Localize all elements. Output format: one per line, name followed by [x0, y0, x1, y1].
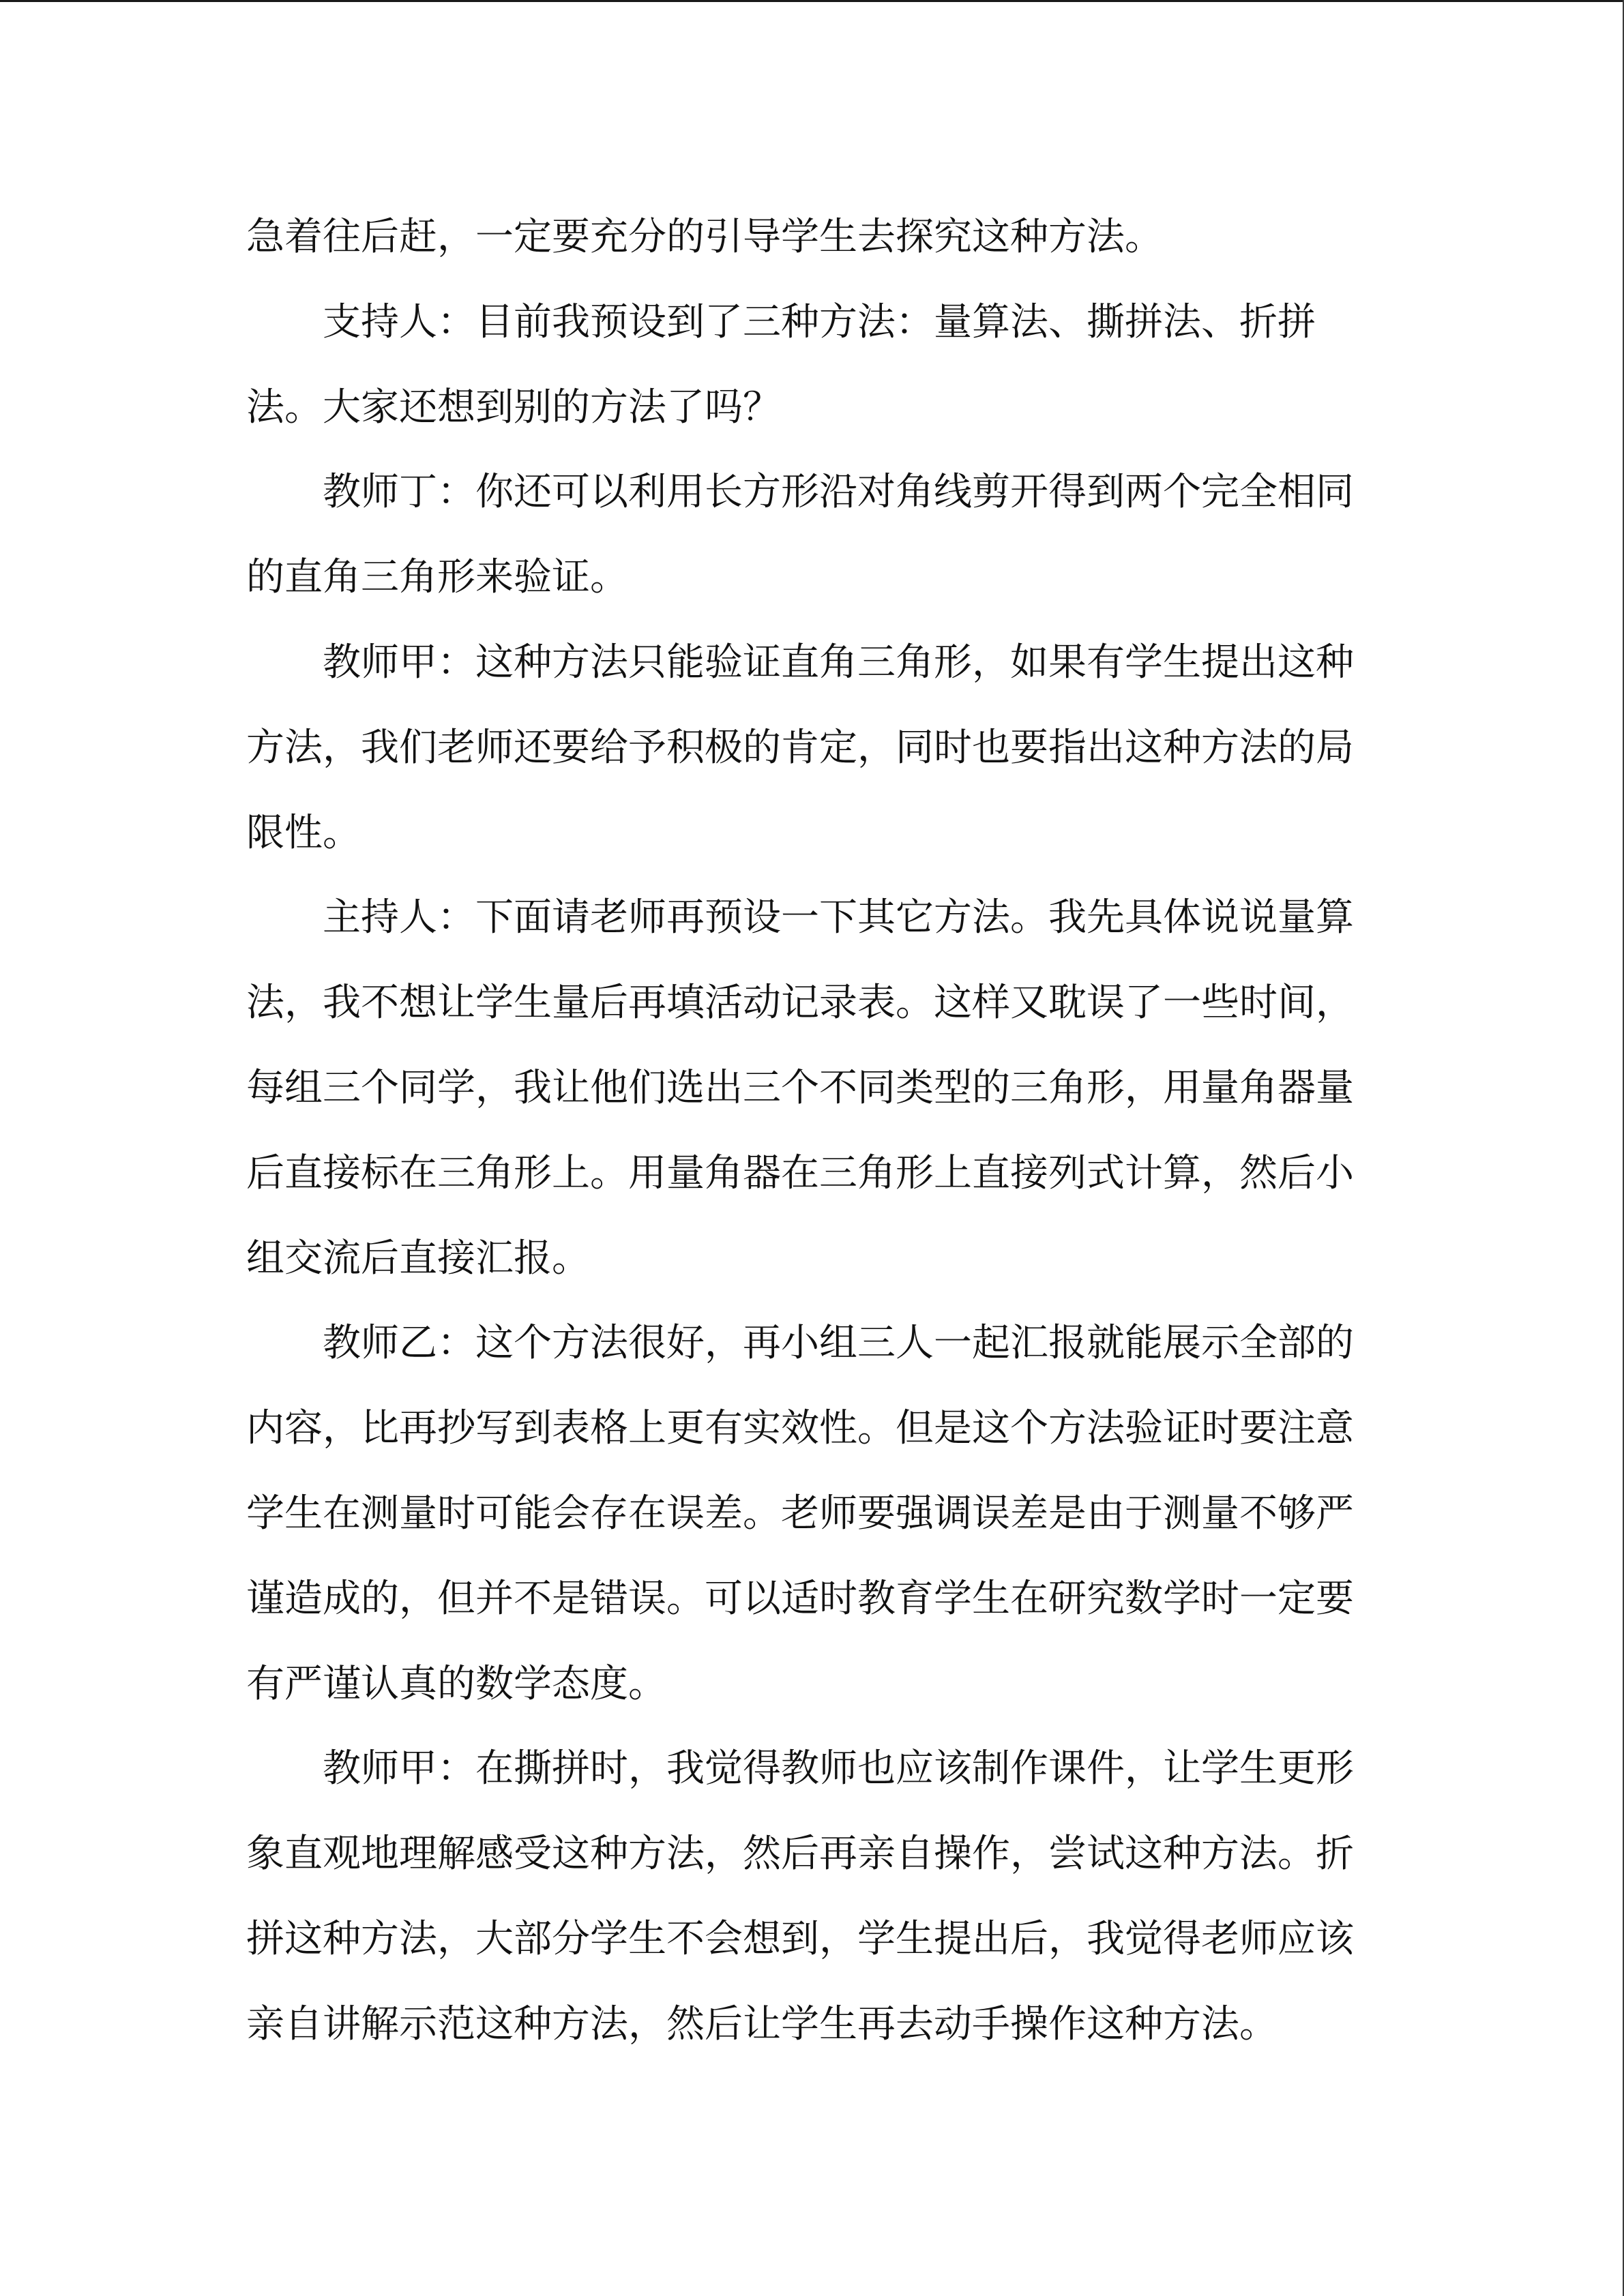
paragraph-continuation	[246, 195, 1365, 280]
text-line: 急着往后赶，一定要充分的引导学生去探究这种方法。	[246, 215, 1163, 259]
text-line: 教师丁：你还可以利用长方形沿对角线剪开得到两个完全相同	[323, 470, 1354, 515]
text-line: 法，我不想让学生量后再填活动记录表。这样又耽误了一些时间，	[246, 981, 1354, 1026]
paragraph-teacher-jia-tearing	[246, 1727, 1365, 2067]
paragraph-host-methods	[246, 280, 1365, 451]
text-line: 学生在测量时可能会存在误差。老师要强调误差是由于测量不够严	[246, 1491, 1354, 1536]
text-line: 教师甲：在撕拼时，我觉得教师也应该制作课件，让学生更形	[323, 1746, 1354, 1791]
text-line: 限性。	[246, 810, 361, 855]
text-line: 法。大家还想到别的方法了吗？	[246, 385, 781, 430]
paragraph-teacher-jia	[246, 621, 1365, 876]
text-line: 内容，比再抄写到表格上更有实效性。但是这个方法验证时要注意	[246, 1406, 1354, 1451]
document-body	[246, 195, 1365, 2068]
text-line: 主持人：下面请老师再预设一下其它方法。我先具体说说量算	[323, 895, 1354, 940]
text-line: 教师甲：这种方法只能验证直角三角形，如果有学生提出这种	[323, 640, 1354, 685]
text-line: 支持人：目前我预设到了三种方法：量算法、撕拼法、折拼	[323, 299, 1316, 344]
text-line: 拼这种方法，大部分学生不会想到，学生提出后，我觉得老师应该	[246, 1916, 1354, 1961]
text-line: 谨造成的，但并不是错误。可以适时教育学生在研究数学时一定要	[246, 1576, 1354, 1621]
text-line: 教师乙：这个方法很好，再小组三人一起汇报就能展示全部的	[323, 1321, 1354, 1366]
text-line: 有严谨认真的数学态度。	[246, 1661, 666, 1706]
text-line: 方法，我们老师还要给予积极的肯定，同时也要指出这种方法的局	[246, 725, 1354, 770]
text-line: 后直接标在三角形上。用量角器在三角形上直接列式计算，然后小	[246, 1150, 1354, 1195]
paragraph-host-measuring	[246, 876, 1365, 1301]
page-border-top	[0, 0, 1624, 2]
paragraph-teacher-ding	[246, 450, 1365, 621]
text-line: 象直观地理解感受这种方法，然后再亲自操作，尝试这种方法。折	[246, 1832, 1354, 1877]
text-line: 亲自讲解示范这种方法，然后让学生再去动手操作这种方法。	[246, 2001, 1278, 2046]
text-line: 的直角三角形来验证。	[246, 555, 628, 600]
text-line: 每组三个同学，我让他们选出三个不同类型的三角形，用量角器量	[246, 1065, 1354, 1110]
text-line: 组交流后直接汇报。	[246, 1236, 590, 1281]
paragraph-teacher-yi	[246, 1301, 1365, 1727]
